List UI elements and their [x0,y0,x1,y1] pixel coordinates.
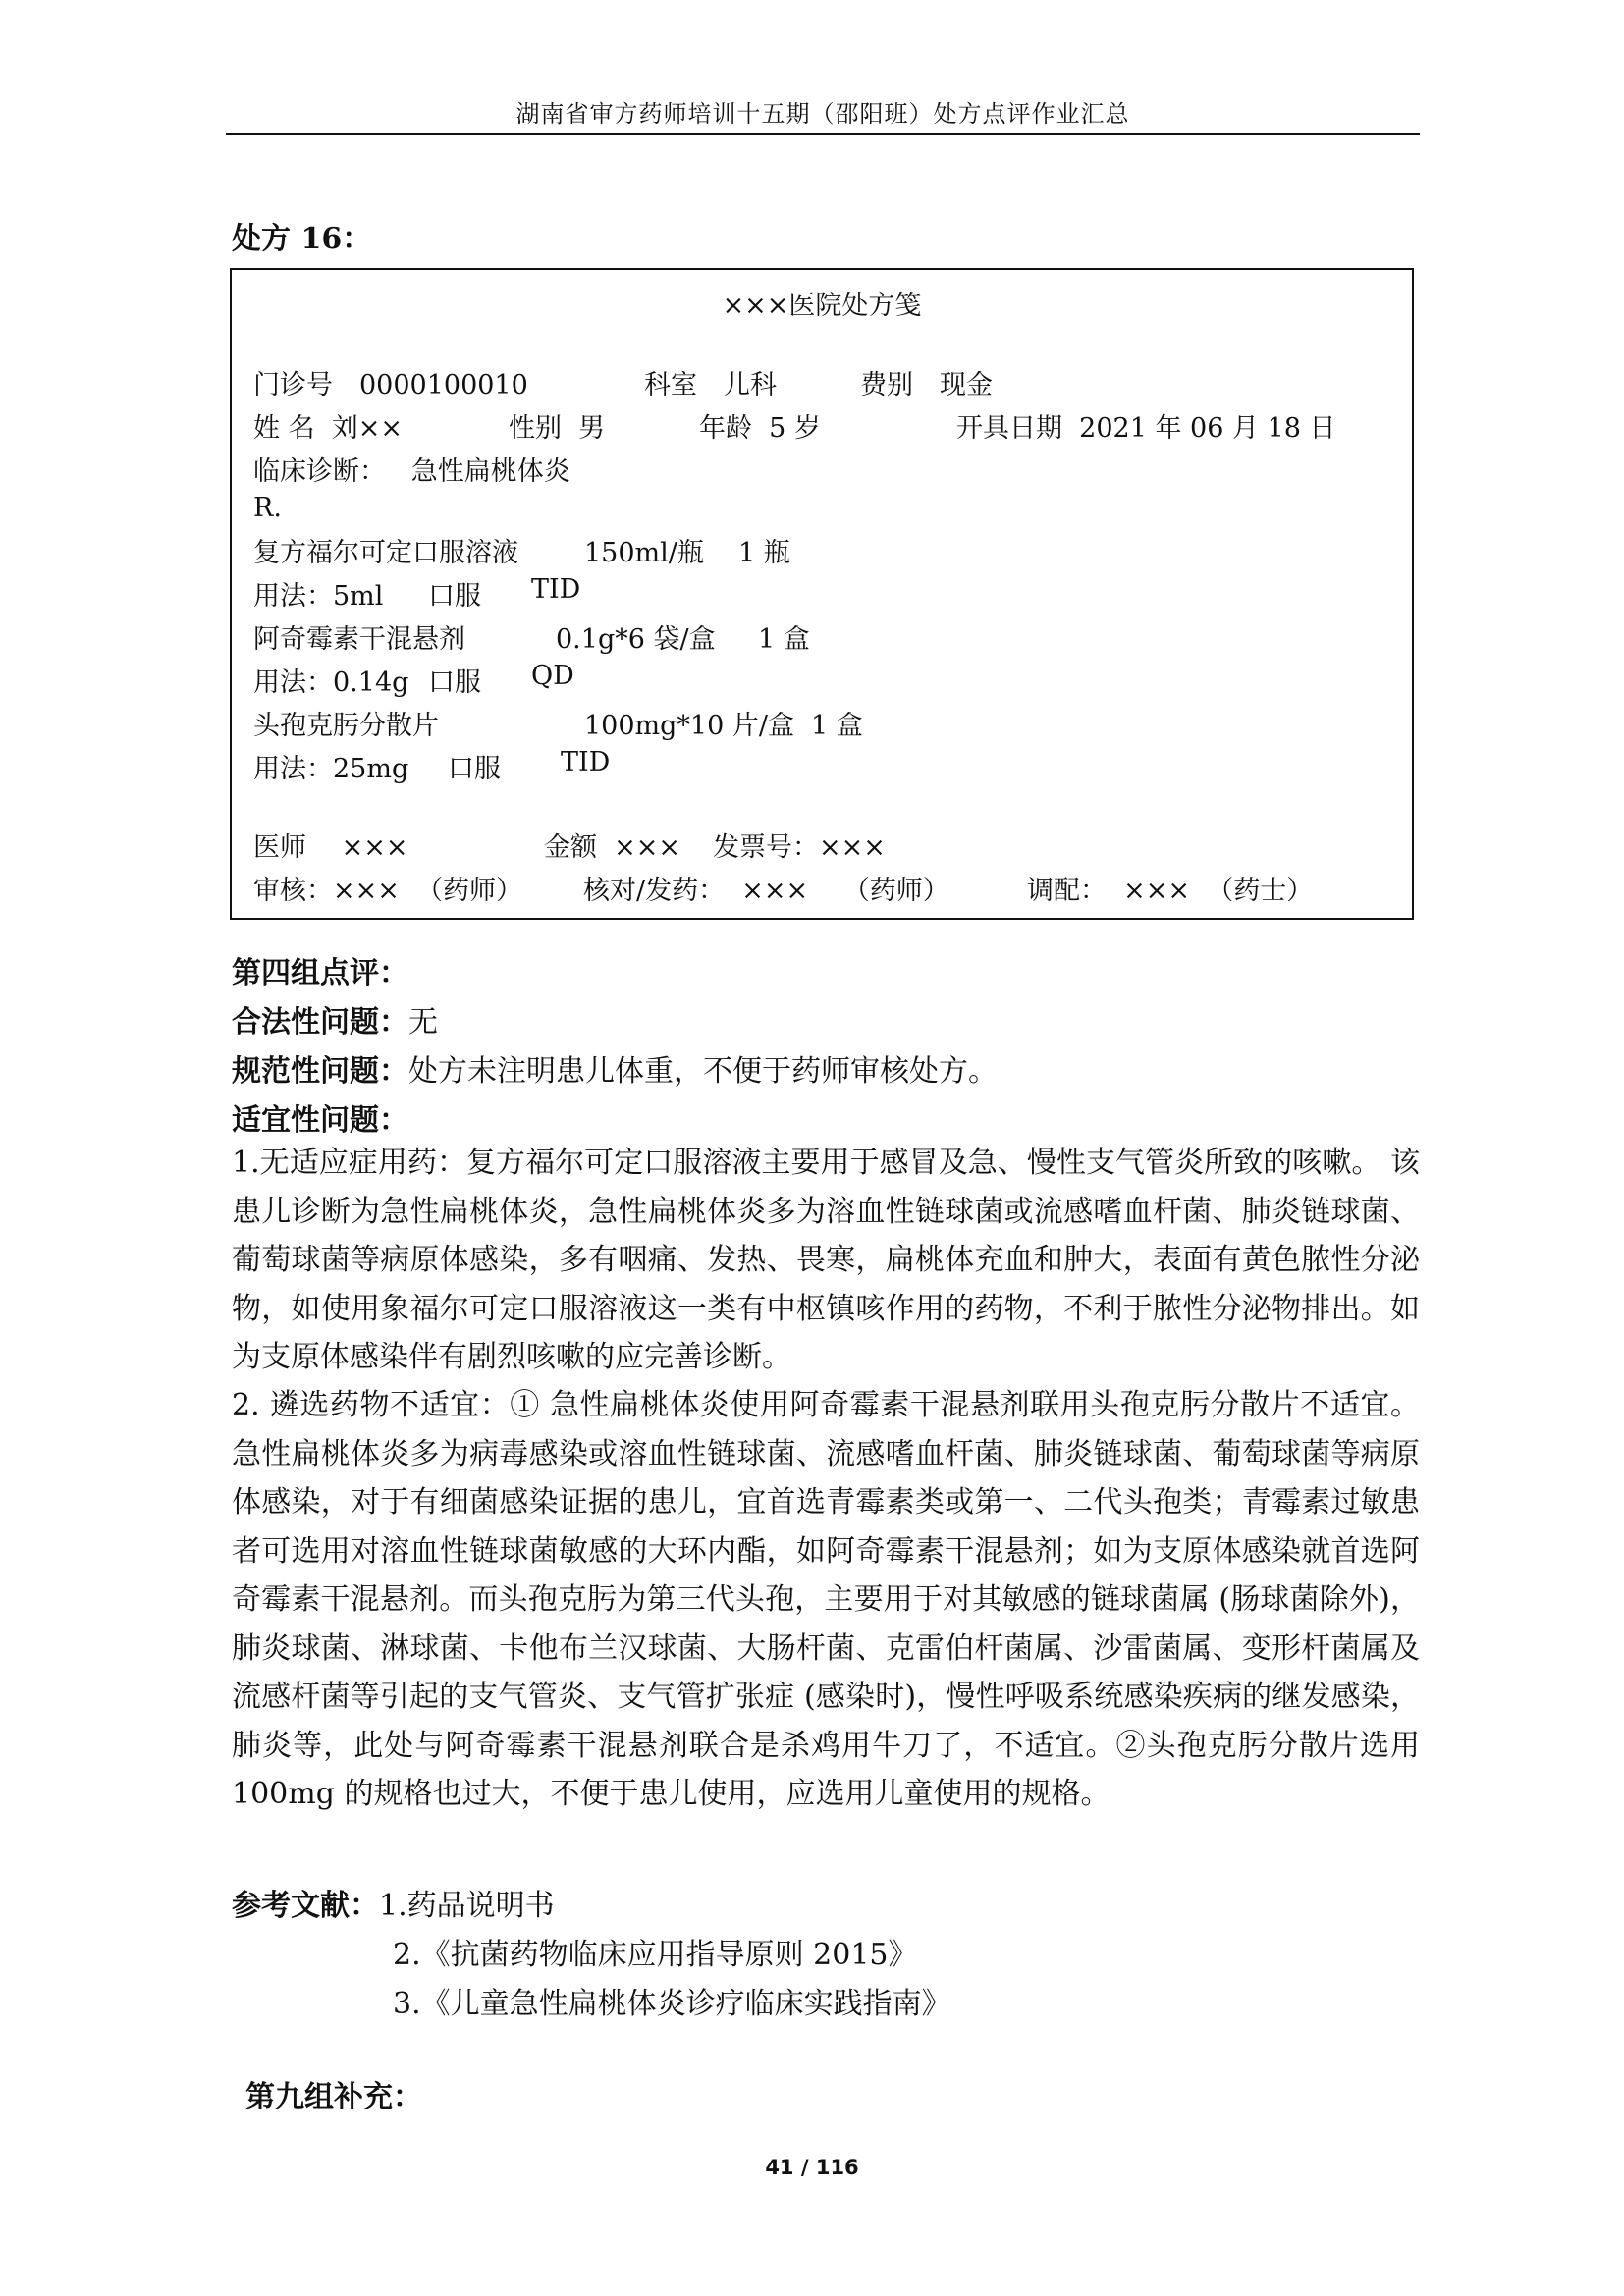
amount: 金额 ××× [544,832,681,863]
reviewer: 审核：××× （药师） [253,876,523,906]
references-label: 参考文献： [232,1889,379,1923]
header-divider [226,133,1420,135]
drug-3-name: 头孢克肟分散片 [253,711,439,741]
fee-type: 费别 现金 [860,370,993,400]
issue-date: 开具日期 2021 年 06 月 18 日 [956,413,1336,444]
drug-2-quantity: 1 盒 [758,624,810,655]
standardization-label: 规范性问题： [232,1054,408,1089]
prescription-box [230,268,1414,920]
drug-2-spec: 0.1g*6 袋/盒 [556,624,716,655]
drug-1-name: 复方福尔可定口服溶液 [253,538,518,568]
invoice-number: 发票号：××× [713,832,886,863]
suitability-paragraph-2: 2. 遴选药物不适宜：① 急性扁桃体炎使用阿奇霉素干混悬剂联用头孢克肟分散片不适宜。急性扁桃体炎多为病毒感染或溶血性链球菌、流感嗜血杆菌、肺炎链球菌、葡萄球菌等病原体感染，对于有细菌感染证据的患儿，宜首选青霉素类或第一、二代头孢类；青霉素过敏患者可选用对溶血性链球菌敏感的大环内酯，如阿奇霉素干混悬剂；如为支原体感染就首选阿奇霉素干混悬剂。而头孢克肟为第三代头孢，主要用于对其敏感的链球菌属 (肠球菌除外)，肺炎球菌、淋球菌、卡他布兰汉球菌、大肠杆菌、克雷伯杆菌属、沙雷菌属、变形杆菌属及流感杆菌等引起的支气管炎、支气管扩张症 (感染时)，慢性呼吸系统感染疾病的继发感染，肺炎等，此处与阿奇霉素干混悬剂联合是杀鸡用牛刀了，不适宜。②头孢克肟分散片选用 100mg 的规格也过大，不便于患儿使用，应选用儿童使用的规格。 [232,1388,1420,1811]
group-9-supplement-title: 第九组补充： [245,2080,422,2114]
checker-dispenser: 核对/发药： ××× （药师） [583,876,949,906]
drug-2-name: 阿奇霉素干混悬剂 [253,624,465,655]
drug-3-route: 口服 [448,754,501,784]
drug-2-route: 口服 [428,667,481,698]
department: 科室 儿科 [644,370,777,400]
suitability-paragraph-1: 1.无适应症用药：复方福尔可定口服溶液主要用于感冒及急、慢性支气管炎所致的咳嗽。 该患儿诊断为急性扁桃体炎，急性扁桃体炎多为溶血性链球菌或流感嗜血杆菌、肺炎链球菌、葡萄球菌等病原体感染，多有咽痛、发热、畏寒，扁桃体充血和肿大，表面有黄色脓性分泌物，如使用象福尔可定口服溶液这一类有中枢镇咳作用的药物，不利于脓性分泌物排出。如为支原体感染伴有剧烈咳嗽的应完善诊断。 [232,1146,1420,1374]
drug-1-route: 口服 [428,581,481,612]
patient-name: 姓 名 刘×× [253,413,403,444]
suitability-label: 适宜性问题： [232,1103,408,1138]
doctor: 医师 ××× [253,832,408,863]
references-row [232,1881,555,1924]
rx-mark: R. [253,493,282,523]
drug-1-usage: 用法：5ml [253,581,384,612]
reference-2: 2.《抗菌药物临床应用指导原则 2015》 [393,1938,918,1972]
patient-gender: 性别 男 [509,413,606,444]
outpatient-number: 门诊号 0000100010 [253,370,528,400]
standardization-text: 处方未注明患儿体重，不便于药师审核处方。 [408,1054,998,1089]
drug-2-frequency: QD [531,661,574,691]
drug-3-usage: 用法：25mg [253,754,409,784]
standardization-row [232,1046,998,1090]
page-header: 湖南省审方药师培训十五期（邵阳班）处方点评作业汇总 [515,100,1130,128]
patient-age: 年龄 5 岁 [699,413,821,444]
reference-3: 3.《儿童急性扁桃体炎诊疗临床实践指南》 [393,1987,951,2021]
legality-row [232,997,438,1041]
drug-3-frequency: TID [561,747,611,777]
drug-1-frequency: TID [531,574,581,605]
clinical-diagnosis: 临床诊断： 急性扁桃体炎 [253,456,570,487]
compounder: 调配： ××× （药士） [1027,876,1314,906]
page-number: 41 / 116 [765,2156,859,2179]
reference-1: 1.药品说明书 [379,1889,555,1923]
legality-text: 无 [408,1005,438,1040]
group-4-review-title: 第四组点评： [232,956,408,990]
legality-label: 合法性问题： [232,1005,408,1040]
drug-1-quantity: 1 瓶 [738,538,790,568]
drug-1-spec: 150ml/瓶 [584,538,704,568]
prescription-heading: 处方 16： [232,222,372,256]
drug-3-spec: 100mg*10 片/盒 [584,711,794,741]
prescription-title: ×××医院处方笺 [722,291,922,321]
drug-3-quantity: 1 盒 [811,711,863,741]
drug-2-usage: 用法：0.14g [253,667,409,698]
